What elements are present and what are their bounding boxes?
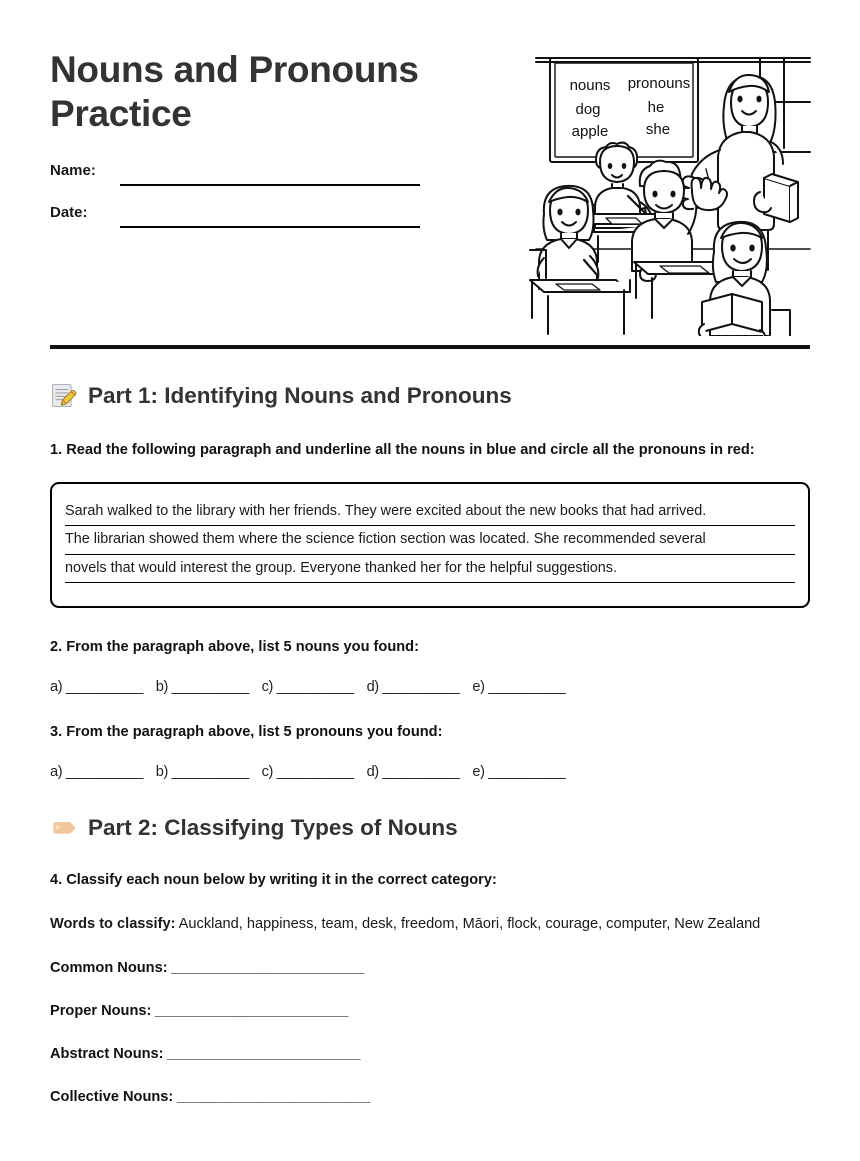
category-blank-proper[interactable]: _________________________	[151, 1003, 348, 1020]
name-input-line[interactable]	[120, 184, 420, 186]
answer-blank-b[interactable]: b) __________	[155, 679, 249, 696]
answer-blank-d[interactable]: d) __________	[366, 679, 460, 696]
board-noun-2: apple	[571, 123, 609, 140]
words-to-classify-label: Words to classify:	[50, 916, 176, 933]
question-4: 4. Classify each noun below by writing it in the correct category:	[50, 872, 497, 889]
question-1: 1. Read the following paragraph and underline all the nouns in blue and circle all the pronouns in red:	[50, 442, 755, 458]
name-label: Name:	[50, 162, 96, 179]
category-row-common[interactable]	[50, 960, 810, 976]
part1-heading	[50, 382, 810, 409]
category-row-abstract[interactable]	[50, 1046, 810, 1062]
board-pronoun-2: she	[645, 121, 671, 138]
date-input-line[interactable]	[120, 226, 420, 228]
part2-heading-text: Part 2: Classifying Types of Nouns	[88, 814, 458, 840]
answer-blank-a[interactable]: a) __________	[50, 764, 143, 781]
category-row-proper[interactable]	[50, 1003, 810, 1019]
category-label-common: Common Nouns:	[50, 960, 168, 977]
header-divider	[50, 345, 810, 349]
answer-blank-e[interactable]: e) __________	[472, 764, 566, 781]
answer-blank-c[interactable]: c) __________	[261, 764, 354, 781]
question-2-answer-row[interactable]	[50, 679, 810, 695]
label-tag-icon	[50, 814, 77, 841]
board-pronoun-1: he	[647, 99, 665, 116]
words-to-classify-value: Auckland, happiness, team, desk, freedom, Māori, flock, courage, computer, New Zealand	[175, 916, 761, 933]
paragraph-line[interactable]: novels that would interest the group. Everyone thanked her for the helpful suggestions.	[65, 555, 795, 583]
paragraph-answer-box[interactable]	[50, 482, 810, 608]
answer-blank-e[interactable]: e) __________	[472, 679, 566, 696]
part1-heading-text: Part 1: Identifying Nouns and Pronouns	[88, 382, 512, 408]
board-pronouns-heading: pronouns	[627, 75, 691, 92]
question-3: 3. From the paragraph above, list 5 pronouns you found:	[50, 724, 443, 741]
question-2: 2. From the paragraph above, list 5 nouns you found:	[50, 639, 419, 656]
answer-blank-d[interactable]: d) __________	[366, 764, 460, 781]
category-label-proper: Proper Nouns:	[50, 1003, 152, 1020]
category-label-abstract: Abstract Nouns:	[50, 1046, 164, 1063]
question-3-answer-row[interactable]	[50, 764, 810, 780]
paragraph-line-blank[interactable]	[65, 583, 795, 591]
name-field-row	[50, 162, 450, 204]
classroom-illustration	[528, 44, 818, 336]
answer-blank-a[interactable]: a) __________	[50, 679, 143, 696]
date-field-row	[50, 204, 450, 246]
category-blank-collective[interactable]: _________________________	[173, 1089, 370, 1106]
category-row-collective[interactable]	[50, 1089, 810, 1105]
category-blank-common[interactable]: _________________________	[167, 960, 365, 977]
category-label-collective: Collective Nouns:	[50, 1089, 174, 1106]
answer-blank-c[interactable]: c) __________	[261, 679, 354, 696]
worksheet-content	[50, 382, 810, 1132]
student-info-fields	[50, 162, 450, 246]
worksheet-header	[50, 44, 810, 344]
paragraph-line[interactable]: The librarian showed them where the science fiction section was located. She recommended several	[65, 526, 795, 554]
board-noun-1: dog	[575, 101, 601, 118]
category-blank-abstract[interactable]: _________________________	[163, 1046, 361, 1063]
words-to-classify	[50, 912, 810, 938]
page-title: Nouns and Pronouns Practice	[50, 49, 419, 135]
date-label: Date:	[50, 204, 88, 221]
paragraph-line[interactable]: Sarah walked to the library with her friends. They were excited about the new books that had arrived.	[65, 498, 795, 526]
answer-blank-b[interactable]: b) __________	[155, 764, 249, 781]
memo-icon	[50, 382, 77, 409]
board-nouns-heading: nouns	[569, 77, 611, 94]
part2-heading	[50, 814, 810, 841]
